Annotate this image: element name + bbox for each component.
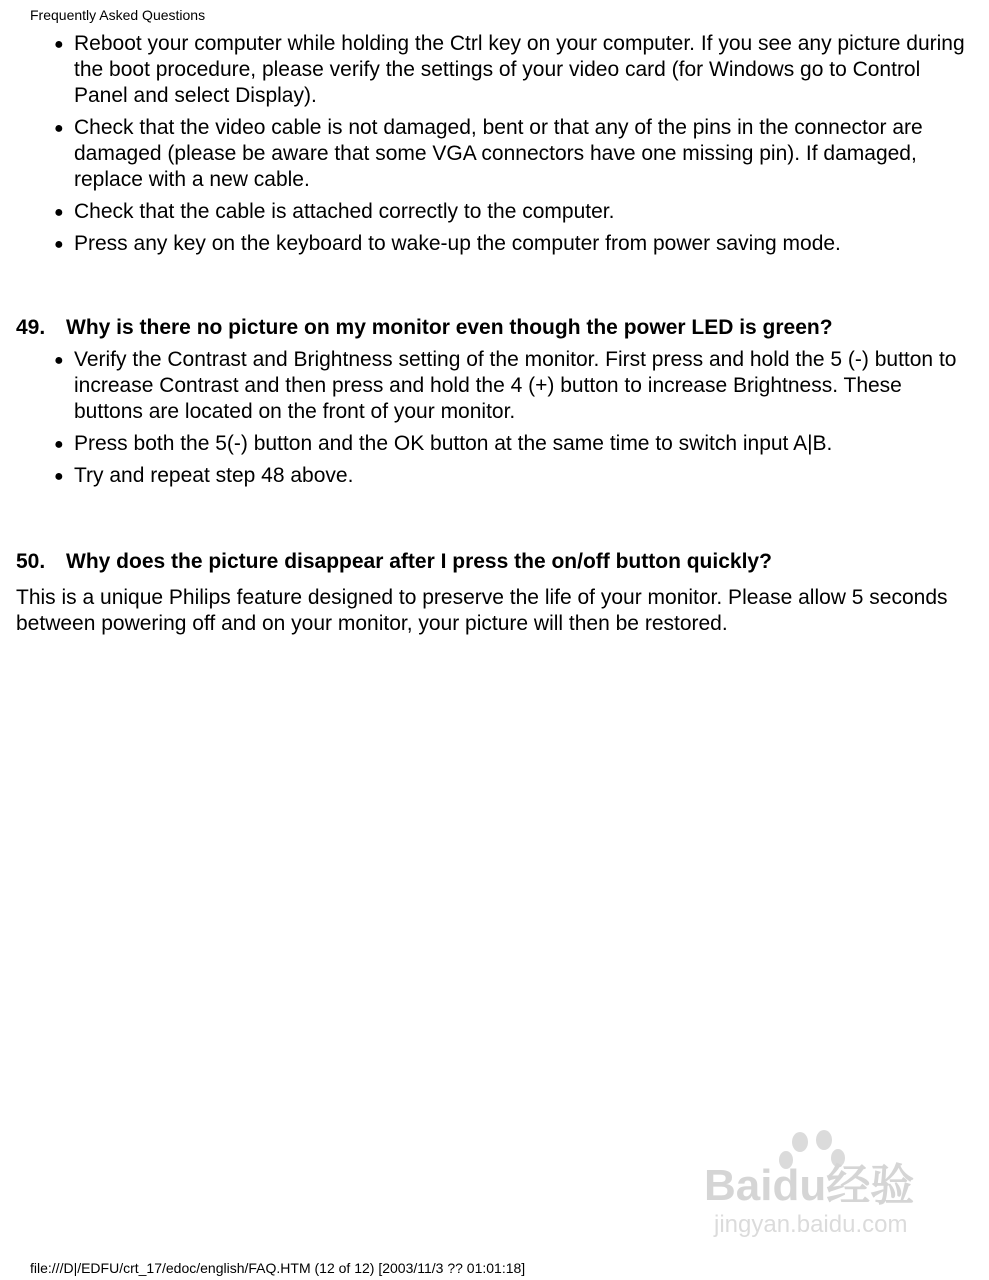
list-item [16, 199, 971, 225]
list-item [16, 31, 971, 109]
question-49-answer-list [16, 347, 971, 489]
question-49-text: Why is there no picture on my monitor even though the power LED is green? [66, 316, 833, 339]
list-item-text: Check that the cable is attached correctly to the computer. [74, 200, 615, 223]
question-49-heading [16, 315, 971, 341]
list-item-text: Press any key on the keyboard to wake-up the computer from power saving mode. [74, 232, 841, 255]
prev-answer-list [16, 31, 971, 257]
list-item-text: Verify the Contrast and Brightness setting of the monitor. First press and hold the 5 (-) button to increase Contrast and then press and hold the 4 (+) button to increase Brightness. These buttons are located on the front of your monitor. [74, 348, 957, 423]
page-footer-path: file:///D|/EDFU/crt_17/edoc/english/FAQ.HTM (12 of 12) [2003/11/3 ?? 01:01:18] [30, 1260, 526, 1276]
list-item [16, 231, 971, 257]
list-item [16, 463, 971, 489]
watermark-url: jingyan.baidu.com [714, 1211, 908, 1238]
bullet-icon: ● [54, 468, 64, 485]
list-item-text: Check that the video cable is not damaged, bent or that any of the pins in the connector are damaged (please be aware that some VGA connectors have one missing pin). If damaged, replace with a new cable. [74, 116, 923, 191]
bullet-icon: ● [54, 436, 64, 453]
question-50-text: Why does the picture disappear after I press the on/off button quickly? [66, 550, 772, 573]
list-item-text: Press both the 5(-) button and the OK button at the same time to switch input A|B. [74, 432, 833, 455]
faq-content [16, 31, 971, 637]
question-50-number: 50. [16, 550, 46, 573]
bullet-icon: ● [54, 36, 64, 53]
question-50-answer: This is a unique Philips feature designed to preserve the life of your monitor. Please allow 5 seconds between powering off and on your monitor, your picture will then be restored. [16, 586, 948, 635]
list-item [16, 431, 971, 457]
bullet-icon: ● [54, 236, 64, 253]
bullet-icon: ● [54, 204, 64, 221]
list-item [16, 115, 971, 193]
list-item-text: Try and repeat step 48 above. [74, 464, 354, 487]
bullet-icon: ● [54, 120, 64, 137]
baidu-jingyan-watermark [700, 1128, 940, 1238]
page-header-title: Frequently Asked Questions [30, 7, 206, 23]
watermark-brand: Baidu经验 [704, 1161, 915, 1210]
question-49-number: 49. [16, 316, 46, 339]
question-50-heading [16, 549, 971, 575]
bullet-icon: ● [54, 352, 64, 369]
list-item [16, 347, 971, 425]
list-item-text: Reboot your computer while holding the Ctrl key on your computer. If you see any picture during the boot procedure, please verify the settings of your video card (for Windows go to Control Panel and select Display). [74, 32, 965, 107]
